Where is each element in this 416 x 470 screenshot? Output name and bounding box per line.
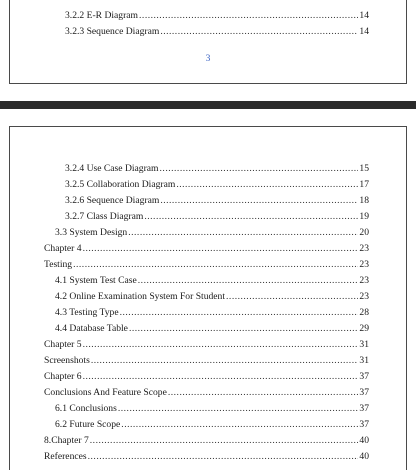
- toc-entry-title: 4.4 Database Table: [55, 323, 128, 334]
- toc-entry[interactable]: [65, 178, 369, 192]
- toc-leader-dots: [168, 386, 359, 400]
- toc-entry-page: 15: [359, 163, 369, 174]
- toc-entry-page: 18: [359, 195, 369, 206]
- toc-entry-title: Conclusions And Feature Scope: [44, 387, 167, 398]
- toc-entry-page: 37: [359, 371, 369, 382]
- toc-entry-title: Chapter 5: [44, 339, 82, 350]
- toc-entry[interactable]: [65, 9, 369, 23]
- toc-entry-page: 14: [359, 10, 369, 21]
- toc-leader-dots: [144, 210, 358, 224]
- toc-entry-page: 37: [359, 403, 369, 414]
- toc-entry-page: 23: [359, 243, 369, 254]
- toc-leader-dots: [120, 306, 359, 320]
- toc-entry[interactable]: [44, 386, 369, 400]
- toc-leader-dots: [129, 322, 358, 336]
- toc-entry[interactable]: [44, 434, 369, 448]
- toc-leader-dots: [160, 162, 359, 176]
- toc-entry-title: [65, 0, 163, 2]
- toc-entry[interactable]: [55, 226, 369, 240]
- page-separator: [0, 101, 416, 109]
- toc-leader-dots: [88, 450, 359, 464]
- toc-leader-dots: [83, 370, 359, 384]
- toc-entry-page: 23: [359, 291, 369, 302]
- toc-entry-title: 4.3 Testing Type: [55, 307, 119, 318]
- toc-entry-title: Testing: [44, 259, 73, 270]
- toc-leader-dots: [138, 274, 359, 288]
- toc-entry[interactable]: [65, 25, 369, 39]
- toc-entry-page: 14: [359, 26, 369, 37]
- toc-entry-title: Screenshots: [44, 355, 90, 366]
- toc-entry-title: 8.Chapter 7: [44, 435, 89, 446]
- toc-entry-page: 31: [359, 355, 369, 366]
- toc-entry-title: 4.1 System Test Case: [55, 275, 137, 286]
- toc-entry-page: 17: [359, 179, 369, 190]
- toc-entry-title: 3.3 System Design: [55, 227, 128, 238]
- toc-leader-dots: [164, 0, 359, 2]
- toc-leader-dots: [226, 290, 358, 304]
- toc-entry[interactable]: [44, 258, 369, 272]
- toc-leader-dots: [176, 178, 358, 192]
- toc-leader-dots: [83, 242, 359, 256]
- toc-entry-page: 37: [359, 419, 369, 430]
- toc-entry[interactable]: [65, 0, 369, 2]
- toc-entry[interactable]: [44, 450, 369, 464]
- toc-entry[interactable]: [44, 338, 369, 352]
- toc-entry-title: 3.2.2 E-R Diagram: [65, 10, 139, 21]
- toc-entry[interactable]: [44, 370, 369, 384]
- toc-entry-title: 3.2.6 Sequence Diagram: [65, 195, 160, 206]
- toc-entry-title: 3.2.4 Use Case Diagram: [65, 163, 159, 174]
- toc-entry-title: 4.2 Online Examination System For Student: [55, 291, 226, 302]
- toc-leader-dots: [83, 338, 359, 352]
- toc-entry[interactable]: [55, 402, 369, 416]
- toc-entry-title: References: [44, 451, 87, 462]
- toc-entry[interactable]: [55, 274, 369, 288]
- toc-entry-page: 23: [359, 259, 369, 270]
- toc-entry-title: 3.2.5 Collaboration Diagram: [65, 179, 176, 190]
- toc-entry-page: 40: [359, 451, 369, 462]
- toc-entry-page: [359, 0, 369, 2]
- toc-entry-title: 3.2.7 Class Diagram: [65, 211, 144, 222]
- toc-entry-page: 20: [359, 227, 369, 238]
- toc-entry-page: 31: [359, 339, 369, 350]
- toc-entry-title: 6.1 Conclusions: [55, 403, 117, 414]
- toc-leader-dots: [73, 258, 358, 272]
- toc-entry[interactable]: [65, 162, 369, 176]
- toc-leader-dots: [121, 418, 358, 432]
- toc-entry-page: 29: [359, 323, 369, 334]
- toc-entry-title: 3.2.3 Sequence Diagram: [65, 26, 160, 37]
- document-page-3: [9, 0, 407, 84]
- toc-entry-page: 28: [359, 307, 369, 318]
- toc-leader-dots: [91, 354, 359, 368]
- toc-entry-title: Chapter 6: [44, 371, 82, 382]
- toc-entry[interactable]: [65, 194, 369, 208]
- toc-entry-page: 19: [359, 211, 369, 222]
- toc-leader-dots: [118, 402, 359, 416]
- toc-leader-dots: [128, 226, 358, 240]
- toc-entry[interactable]: [65, 210, 369, 224]
- page-number: 3: [205, 53, 211, 64]
- toc-leader-dots: [160, 25, 358, 39]
- toc-entry-page: 23: [359, 275, 369, 286]
- toc-entry[interactable]: [55, 418, 369, 432]
- toc-entry-title: Chapter 4: [44, 243, 82, 254]
- document-page-4: [9, 126, 407, 470]
- toc-entry[interactable]: [55, 290, 369, 304]
- toc-entry-page: 40: [359, 435, 369, 446]
- toc-entry[interactable]: [55, 306, 369, 320]
- toc-entry[interactable]: [44, 354, 369, 368]
- toc-entry[interactable]: [44, 242, 369, 256]
- toc-leader-dots: [139, 9, 358, 23]
- toc-leader-dots: [90, 434, 359, 448]
- toc-entry-page: 37: [359, 387, 369, 398]
- toc-entry-title: 6.2 Future Scope: [55, 419, 121, 430]
- toc-entry[interactable]: [55, 322, 369, 336]
- toc-leader-dots: [160, 194, 358, 208]
